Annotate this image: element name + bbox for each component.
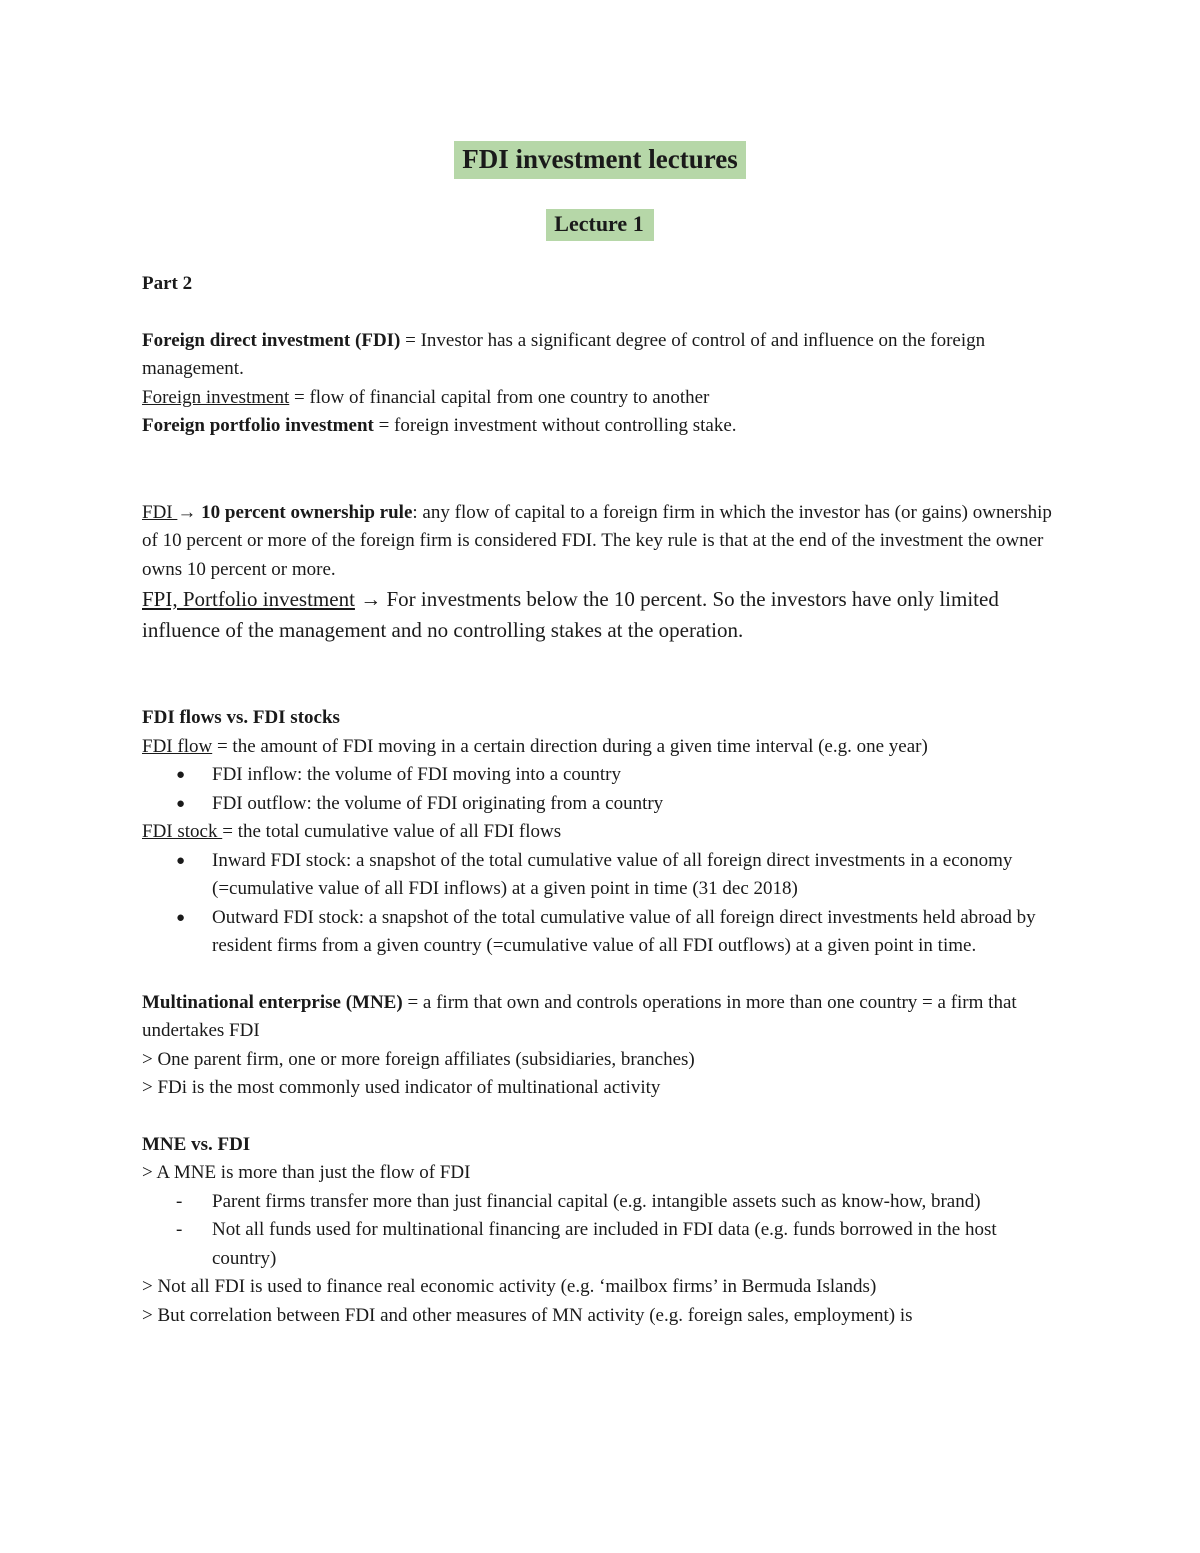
fpi-term: Foreign portfolio investment bbox=[142, 415, 374, 436]
mne-vs-line: > A MNE is more than just the flow of FDI bbox=[142, 1162, 471, 1183]
part-heading: Part 2 bbox=[142, 273, 193, 294]
document-body bbox=[142, 270, 1062, 1330]
fdi-definition bbox=[142, 327, 1062, 384]
spacer bbox=[142, 299, 1062, 327]
fdi-label: FDI bbox=[142, 501, 178, 523]
list-item: ● Outward FDI stock: a snapshot of the total cumulative value of all foreign direct investments held abroad by resident firms from a given country (=cumulative value of all FDI outflows) at a given point in time. bbox=[142, 904, 1062, 961]
list-item: ● FDI inflow: the volume of FDI moving into a country bbox=[142, 761, 1062, 790]
mne-line: > One parent firm, one or more foreign affiliates (subsidiaries, branches) bbox=[142, 1048, 695, 1070]
fpi-text: = foreign investment without controlling stake. bbox=[373, 415, 737, 436]
arrow-icon: → bbox=[177, 501, 202, 523]
document-title: FDI investment lectures bbox=[454, 141, 745, 179]
fi-text: = flow of financial capital from one country to another bbox=[289, 386, 710, 408]
flows-heading: FDI flows vs. FDI stocks bbox=[142, 707, 340, 728]
stock-text: = the total cumulative value of all FDI flows bbox=[222, 821, 562, 842]
fpi-definition bbox=[142, 412, 1062, 441]
mne-definition bbox=[142, 989, 1062, 1046]
mne-vs-fdi-heading: MNE vs. FDI bbox=[142, 1133, 251, 1155]
mne-vs-list bbox=[142, 1188, 1062, 1274]
ownership-rule bbox=[142, 499, 1062, 585]
mne-vs-line: > Not all FDI is used to finance real economic activity (e.g. ‘mailbox firms’ in Bermuda Islands) bbox=[142, 1276, 877, 1297]
mne-term: Multinational enterprise (MNE) bbox=[142, 991, 403, 1013]
stock-term: FDI stock bbox=[142, 821, 223, 842]
mne-text: = a firm that own and controls operations in more than one country = a firm that undertakes FDI bbox=[142, 991, 1017, 1041]
spacer bbox=[142, 961, 1062, 989]
list-item: - Parent firms transfer more than just financial capital (e.g. intangible assets such as know-how, brand) bbox=[142, 1188, 1062, 1217]
spacer bbox=[142, 1103, 1062, 1131]
title-container bbox=[0, 141, 1200, 179]
fdi-text: = Investor has a significant degree of control of and influence on the foreign management. bbox=[142, 329, 986, 379]
stock-list bbox=[142, 847, 1062, 961]
list-item: ● FDI outflow: the volume of FDI originating from a country bbox=[142, 790, 1062, 819]
fdi-flow-definition bbox=[142, 733, 1062, 762]
flow-list bbox=[142, 761, 1062, 818]
spacer bbox=[142, 441, 1062, 499]
mne-vs-line: > But correlation between FDI and other measures of MN activity (e.g. foreign sales, employment) is bbox=[142, 1304, 913, 1326]
fi-definition bbox=[142, 384, 1062, 413]
fpi-label: FPI, Portfolio investment bbox=[142, 587, 355, 611]
fpi-rule bbox=[142, 584, 1062, 646]
lecture-heading: Lecture 1 bbox=[546, 209, 653, 241]
spacer bbox=[142, 646, 1062, 704]
flow-term: FDI flow bbox=[142, 735, 213, 757]
fdi-stock-definition bbox=[142, 818, 1062, 847]
fpi-rule-text: → For investments below the 10 percent. So the investors have only limited influence of the management and no controlling stakes at the operation. bbox=[142, 587, 999, 642]
list-item: ● Inward FDI stock: a snapshot of the total cumulative value of all foreign direct investments in a economy (=cumulative value of all FDI inflows) at a given point in time (31 dec 2018) bbox=[142, 847, 1062, 904]
rule-text: : any flow of capital to a foreign firm in which the investor has (or gains) ownership of 10 percent or more of the foreign firm is considered FDI. The key rule is that at the end of the investment the owner owns 10 percent or more. bbox=[142, 501, 1052, 580]
mne-line: > FDi is the most commonly used indicator of multinational activity bbox=[142, 1077, 661, 1098]
flow-text: = the amount of FDI moving in a certain direction during a given time interval (e.g. one year) bbox=[212, 735, 928, 757]
subtitle-container bbox=[0, 209, 1200, 241]
list-item: - Not all funds used for multinational financing are included in FDI data (e.g. funds borrowed in the host country) bbox=[142, 1216, 1062, 1273]
fdi-term: Foreign direct investment (FDI) bbox=[142, 329, 401, 351]
rule-term: 10 percent ownership rule bbox=[201, 501, 413, 523]
fi-term: Foreign investment bbox=[142, 386, 290, 408]
